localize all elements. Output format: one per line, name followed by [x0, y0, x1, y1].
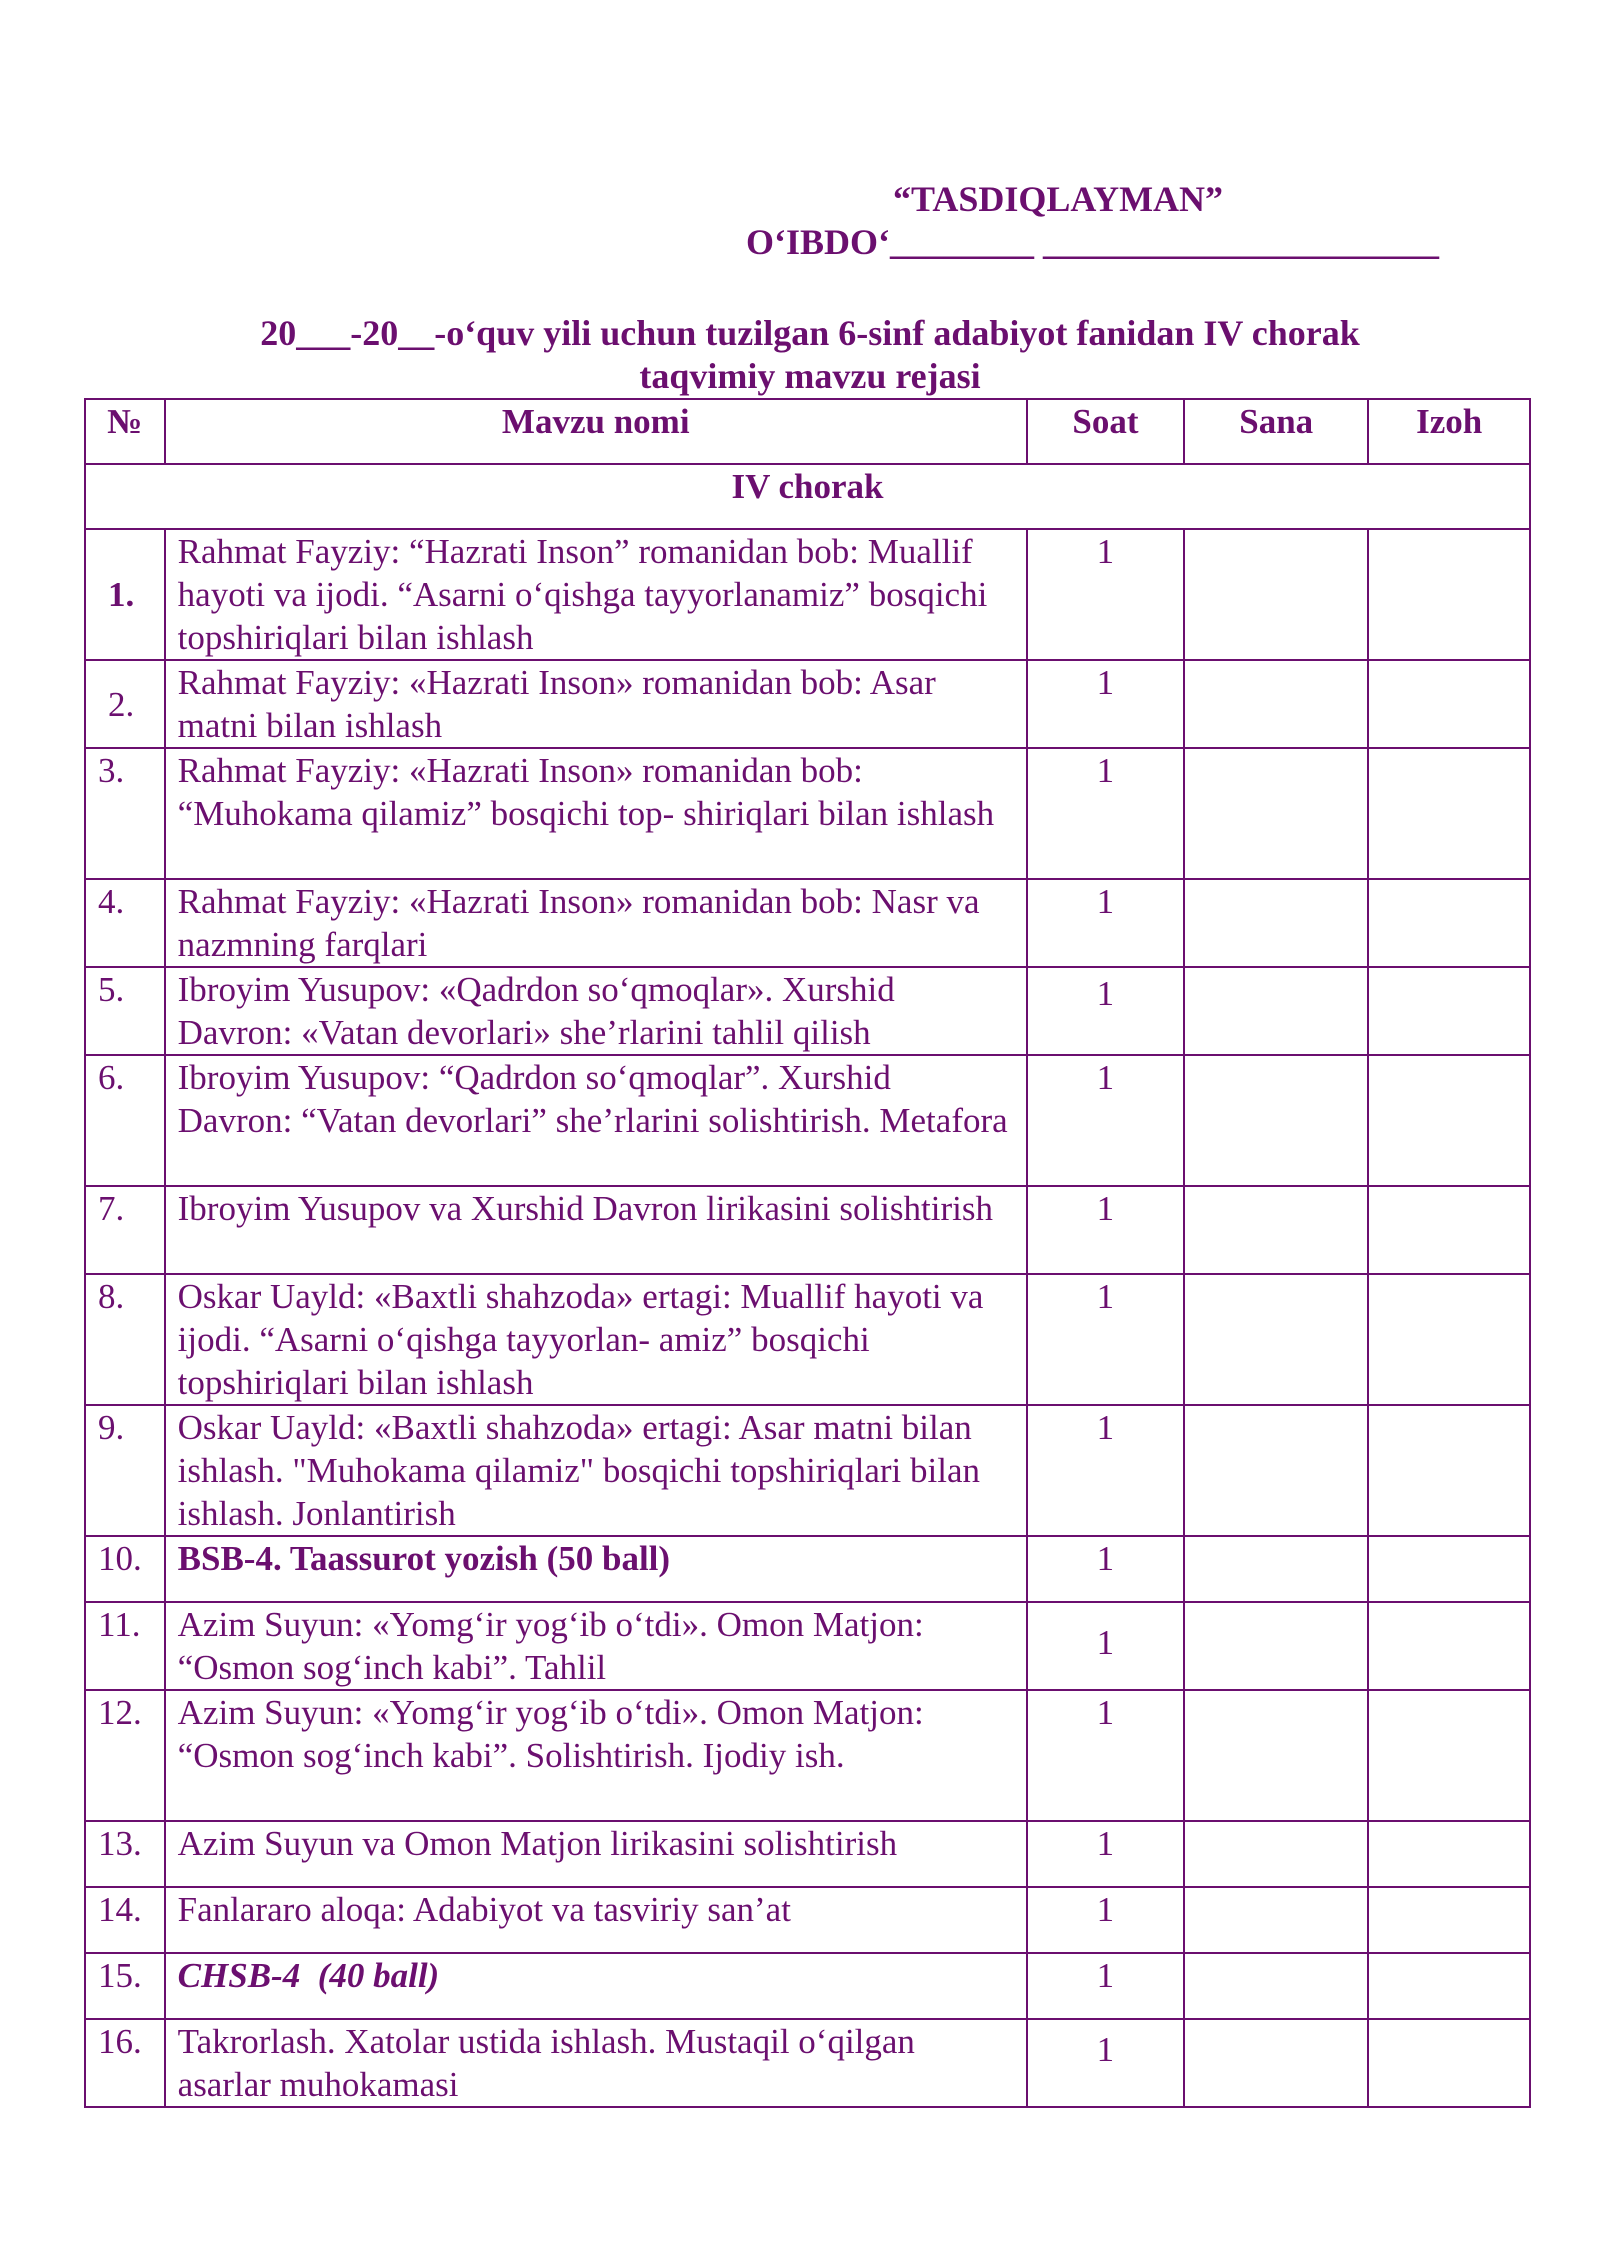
table-row	[85, 529, 1530, 660]
row-topic: Azim Suyun: «Yomg‘ir yog‘ib o‘tdi». Omon Matjon: “Osmon sog‘inch kabi”. Solishtirish. Ijodiy ish.	[165, 1690, 1027, 1821]
row-hours: 1	[1027, 2019, 1184, 2107]
approval-org: O‘IBDO‘________ ______________________	[746, 222, 1439, 262]
row-date	[1184, 1055, 1368, 1186]
table-header-row	[85, 399, 1530, 464]
row-number: 9.	[85, 1405, 165, 1536]
row-number: 14.	[85, 1887, 165, 1953]
table-row	[85, 2019, 1530, 2107]
row-date	[1184, 1953, 1368, 2019]
row-hours: 1	[1027, 1953, 1184, 2019]
document-title	[90, 312, 1530, 398]
row-date	[1184, 1186, 1368, 1274]
table-row	[85, 1405, 1530, 1536]
row-note	[1368, 967, 1530, 1055]
header-topic: Mavzu nomi	[165, 399, 1027, 464]
table-row	[85, 660, 1530, 748]
row-topic: Rahmat Fayziy: «Hazrati Inson» romanidan bob: Asar matni bilan ishlash	[165, 660, 1027, 748]
row-date	[1184, 1887, 1368, 1953]
row-topic: Oskar Uayld: «Baxtli shahzoda» ertagi: Muallif hayoti va ijodi. “Asarni o‘qishga tayyorlan- amiz” bosqichi topshiriqlari bilan ishlash	[165, 1274, 1027, 1405]
row-hours: 1	[1027, 1055, 1184, 1186]
row-number: 5.	[85, 967, 165, 1055]
document-title-line2: taqvimiy mavzu rejasi	[639, 356, 981, 396]
table-row	[85, 1690, 1530, 1821]
row-note	[1368, 1055, 1530, 1186]
row-topic: Ibroyim Yusupov: «Qadrdon so‘qmoqlar». Xurshid Davron: «Vatan devorlari» she’rlarini tahlil qilish	[165, 967, 1027, 1055]
row-topic: Azim Suyun va Omon Matjon lirikasini solishtirish	[165, 1821, 1027, 1887]
row-note	[1368, 1536, 1530, 1602]
row-hours: 1	[1027, 1821, 1184, 1887]
row-number: 3.	[85, 748, 165, 879]
table-row	[85, 1536, 1530, 1602]
row-note	[1368, 1274, 1530, 1405]
row-date	[1184, 1821, 1368, 1887]
row-number: 8.	[85, 1274, 165, 1405]
table-row	[85, 1602, 1530, 1690]
row-number: 11.	[85, 1602, 165, 1690]
row-number: 4.	[85, 879, 165, 967]
row-note	[1368, 879, 1530, 967]
row-topic: BSB-4. Taassurot yozish (50 ball)	[165, 1536, 1027, 1602]
table-row	[85, 967, 1530, 1055]
row-number: 13.	[85, 1821, 165, 1887]
row-topic: Azim Suyun: «Yomg‘ir yog‘ib o‘tdi». Omon Matjon: “Osmon sog‘inch kabi”. Tahlil	[165, 1602, 1027, 1690]
header-hours: Soat	[1027, 399, 1184, 464]
row-date	[1184, 748, 1368, 879]
row-number: 7.	[85, 1186, 165, 1274]
approval-title: “TASDIQLAYMAN”	[893, 179, 1224, 219]
row-hours: 1	[1027, 1186, 1184, 1274]
table-row	[85, 1953, 1530, 2019]
row-topic: Fanlararo aloqa: Adabiyot va tasviriy san’at	[165, 1887, 1027, 1953]
row-number: 12.	[85, 1690, 165, 1821]
row-date	[1184, 1405, 1368, 1536]
table-row	[85, 879, 1530, 967]
row-number: 15.	[85, 1953, 165, 2019]
row-date	[1184, 1274, 1368, 1405]
row-hours: 1	[1027, 660, 1184, 748]
row-note	[1368, 1887, 1530, 1953]
row-date	[1184, 1690, 1368, 1821]
row-date	[1184, 529, 1368, 660]
row-note	[1368, 1690, 1530, 1821]
row-note	[1368, 2019, 1530, 2107]
row-note	[1368, 748, 1530, 879]
table-row	[85, 1055, 1530, 1186]
row-number: 1.	[85, 529, 165, 660]
row-topic: Ibroyim Yusupov: “Qadrdon so‘qmoqlar”. Xurshid Davron: “Vatan devorlari” she’rlarini solishtirish. Metafora	[165, 1055, 1027, 1186]
row-hours: 1	[1027, 1274, 1184, 1405]
row-date	[1184, 879, 1368, 967]
table-row	[85, 748, 1530, 879]
row-hours: 1	[1027, 748, 1184, 879]
row-topic: Oskar Uayld: «Baxtli shahzoda» ertagi: Asar matni bilan ishlash. "Muhokama qilamiz" bosqichi topshiriqlari bilan ishlash. Jonlantirish	[165, 1405, 1027, 1536]
row-hours: 1	[1027, 967, 1184, 1055]
row-topic: Rahmat Fayziy: «Hazrati Inson» romanidan bob: Nasr va nazmning farqlari	[165, 879, 1027, 967]
row-topic: Takrorlash. Xatolar ustida ishlash. Mustaqil o‘qilgan asarlar muhokamasi	[165, 2019, 1027, 2107]
row-hours: 1	[1027, 879, 1184, 967]
row-note	[1368, 529, 1530, 660]
table-row	[85, 1821, 1530, 1887]
table-row	[85, 1274, 1530, 1405]
row-date	[1184, 1536, 1368, 1602]
row-number: 2.	[85, 660, 165, 748]
row-note	[1368, 1602, 1530, 1690]
row-number: 16.	[85, 2019, 165, 2107]
row-hours: 1	[1027, 1887, 1184, 1953]
row-note	[1368, 660, 1530, 748]
row-hours: 1	[1027, 1602, 1184, 1690]
row-note	[1368, 1405, 1530, 1536]
row-topic: Ibroyim Yusupov va Xurshid Davron lirikasini solishtirish	[165, 1186, 1027, 1274]
header-note: Izoh	[1368, 399, 1530, 464]
row-hours: 1	[1027, 1405, 1184, 1536]
row-hours: 1	[1027, 1536, 1184, 1602]
row-date	[1184, 2019, 1368, 2107]
lesson-plan-table	[84, 398, 1531, 2108]
document-title-line1: 20___-20__-o‘quv yili uchun tuzilgan 6-sinf adabiyot fanidan IV chorak	[260, 313, 1360, 353]
row-hours: 1	[1027, 529, 1184, 660]
row-date	[1184, 967, 1368, 1055]
quarter-row	[85, 464, 1530, 529]
row-number: 6.	[85, 1055, 165, 1186]
row-date	[1184, 1602, 1368, 1690]
table-row	[85, 1887, 1530, 1953]
quarter-label: IV chorak	[85, 464, 1530, 529]
row-number: 10.	[85, 1536, 165, 1602]
header-number: №	[85, 399, 165, 464]
row-topic: Rahmat Fayziy: “Hazrati Inson” romanidan bob: Muallif hayoti va ijodi. “Asarni o‘qishga tayyorlanamiz” bosqichi topshiriqlari bilan ishlash	[165, 529, 1027, 660]
row-topic: CHSB-4 (40 ball)	[165, 1953, 1027, 2019]
table-row	[85, 1186, 1530, 1274]
row-note	[1368, 1186, 1530, 1274]
header-date: Sana	[1184, 399, 1368, 464]
row-hours: 1	[1027, 1690, 1184, 1821]
row-date	[1184, 660, 1368, 748]
row-topic: Rahmat Fayziy: «Hazrati Inson» romanidan bob: “Muhokama qilamiz” bosqichi top- shiriqlari bilan ishlash	[165, 748, 1027, 879]
row-note	[1368, 1821, 1530, 1887]
row-note	[1368, 1953, 1530, 2019]
